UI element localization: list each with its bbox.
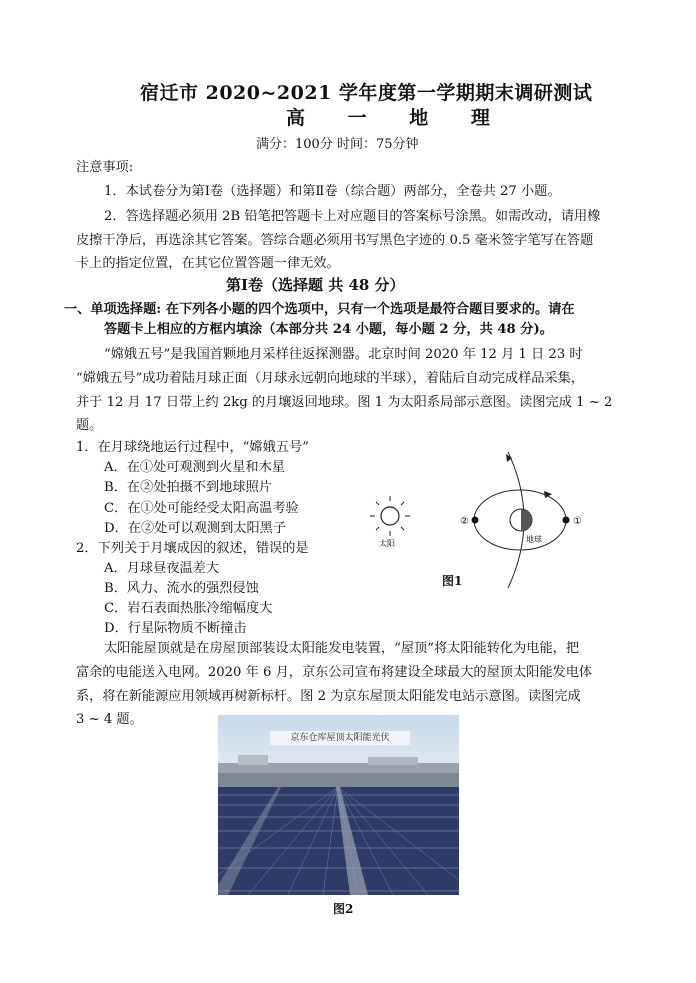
earth-icon (510, 509, 532, 531)
notice-heading: 注意事项: (76, 160, 134, 175)
q2-option-c: C．岩石表面热胀冷缩幅度大 (104, 601, 273, 616)
passage2-line-4: 3 ~ 4 题。 (76, 712, 143, 727)
figure2-caption: 图2 (333, 902, 354, 916)
moon-orbit-arrow-icon (544, 491, 552, 498)
notice-item-2-line-3: 卡上的指定位置，在其它位置答题一律无效。 (76, 256, 340, 271)
passage2-line-3: 系，将在新能源应用领域再树新标杆。图 2 为京东屋顶太阳能发电站示意图。读图完成 (76, 689, 581, 704)
part1-instruction-line-1: 一、单项选择题: 在下列各小题的四个选项中，只有一个选项是最符合题目要求的。请在 (64, 302, 575, 317)
notice-item-2-line-2: 皮擦干净后，再选涂其它答案。答综合题必须用书写黑色字迹的 0.5 毫米签字笔写在答题 (76, 233, 594, 248)
q1-option-b: B．在②处拍摄不到地球照片 (104, 480, 272, 495)
q1-option-d: D．在②处可以观测到太阳黑子 (104, 521, 287, 536)
sun-label: 太阳 (379, 539, 395, 548)
part1-heading: 第Ⅰ卷（选择题 共 48 分） (226, 276, 405, 294)
notice-item-1: 1．本试卷分为第Ⅰ卷（选择题）和第Ⅱ卷（综合题）两部分，全卷共 27 小题。 (104, 184, 561, 199)
q1-option-a: A．在①处可观测到火星和木星 (104, 460, 285, 475)
q1-stem: 1．在月球绕地运行过程中，“嫦娥五号” (76, 440, 309, 455)
part1-instruction-line-2: 答题卡上相应的方框内填涂（本部分共 24 小题，每小题 2 分，共 48 分)。 (104, 322, 553, 337)
moon-position-2 (472, 517, 479, 524)
earth-label: 地球 (526, 535, 542, 544)
notice-item-2-line-1: 2．答选择题必须用 2B 铅笔把答题卡上对应题目的答案标号涂黑。如需改动，请用橡 (104, 209, 601, 224)
q2-option-b: B．风力、流水的强烈侵蚀 (104, 581, 259, 596)
passage2-line-1: 太阳能屋顶就是在房屋顶部装设太阳能发电装置，“屋顶”将太阳能转化为电能，把 (104, 641, 580, 656)
solar-roof-photo (218, 715, 459, 895)
point-2-label: ② (460, 516, 469, 527)
photo-caption: 京东仓库屋顶太阳能光伏 (270, 731, 410, 745)
exam-meta: 满分：100分 时间：75分钟 (256, 137, 419, 152)
page-title: 宿迁市 2020~2021 学年度第一学期期末调研测试 (140, 82, 593, 104)
passage1-line-1: “嫦娥五号”是我国首颗地月采样往返探测器。北京时间 2020 年 12 月 1 日 23 时 (104, 347, 583, 362)
sun-icon (370, 496, 410, 536)
subject-title: 高 一 地 理 (286, 107, 508, 129)
passage1-line-4: 题。 (76, 418, 103, 433)
q1-option-c: C．在①处可能经受太阳高温考验 (104, 501, 299, 516)
figure1-diagram (370, 450, 600, 590)
q2-option-d: D．行星际物质不断撞击 (104, 621, 247, 636)
moon-position-1 (563, 517, 570, 524)
passage1-line-3: 并于 12 月 17 日带上约 2kg 的月壤返回地球。图 1 为太阳系局部示意图。读图完成 1 ~ 2 (76, 395, 613, 410)
q2-option-a: A．月球昼夜温差大 (104, 561, 220, 576)
passage2-line-2: 富余的电能送入电网。2020 年 6 月，京东公司宣布将建设全球最大的屋顶太阳能发电体 (76, 665, 593, 680)
q2-stem: 2．下列关于月壤成因的叙述，错误的是 (76, 541, 309, 556)
point-1-label: ① (573, 516, 582, 527)
figure1-caption: 图1 (442, 574, 463, 588)
passage1-line-2: “嫦娥五号”成功着陆月球正面（月球永远朝向地球的半球），着陆后自动完成样品采集， (76, 371, 585, 386)
